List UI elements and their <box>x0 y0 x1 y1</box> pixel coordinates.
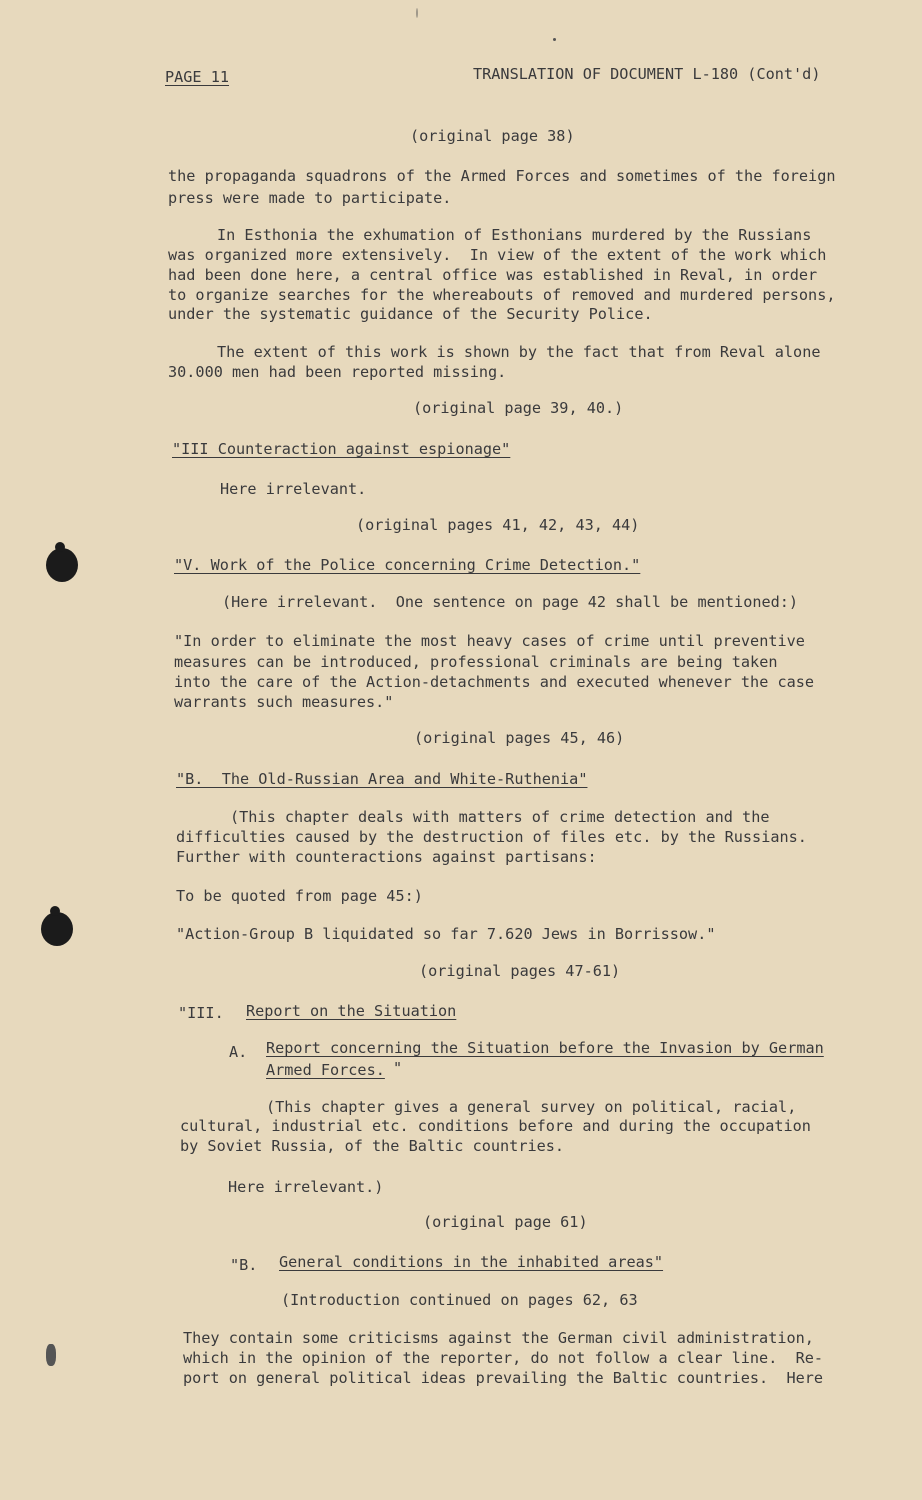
scan-mark <box>416 8 418 18</box>
subsection-heading: Report concerning the Situation before the Invasion by German <box>266 1039 824 1057</box>
page-reference: (original page 38) <box>410 127 575 145</box>
text-line: Here irrelevant. <box>220 480 367 498</box>
scan-mark <box>46 1344 56 1366</box>
text-line: (This chapter gives a general survey on political, racial, <box>266 1098 797 1116</box>
subsection-letter: A. <box>229 1043 248 1061</box>
section-heading: "III Counteraction against espionage" <box>172 440 511 458</box>
text-line: (Here irrelevant. One sentence on page 42 shall be mentioned:) <box>222 593 799 611</box>
text-line: the propaganda squadrons of the Armed Forces and sometimes of the foreign <box>168 167 836 185</box>
page-reference: (original page 61) <box>423 1213 588 1231</box>
page-number: PAGE 11 <box>165 68 230 86</box>
punch-hole <box>41 912 73 946</box>
page-reference: (original pages 45, 46) <box>414 729 625 747</box>
closing-quote: " <box>393 1059 403 1077</box>
text-line: cultural, industrial etc. conditions before and during the occupation <box>180 1117 811 1135</box>
page-reference: (original pages 47-61) <box>419 962 621 980</box>
section-number: "III. <box>178 1004 224 1022</box>
text-line: which in the opinion of the reporter, do not follow a clear line. Re- <box>183 1349 824 1367</box>
text-line: The extent of this work is shown by the fact that from Reval alone <box>217 343 821 361</box>
text-line: (Introduction continued on pages 62, 63 <box>281 1291 638 1309</box>
subsection-heading: Armed Forces. <box>266 1061 385 1079</box>
text-line: to organize searches for the whereabouts of removed and murdered persons, <box>168 286 836 304</box>
text-line: Further with counteractions against partisans: <box>176 848 597 866</box>
subsection-letter: "B. <box>230 1256 258 1274</box>
text-line: was organized more extensively. In view of the extent of the work which <box>168 246 827 264</box>
text-line: To be quoted from page 45:) <box>176 887 423 905</box>
quoted-text: measures can be introduced, professional criminals are being taken <box>174 653 778 671</box>
text-line: port on general political ideas prevailing the Baltic countries. Here <box>183 1369 824 1387</box>
text-line: In Esthonia the exhumation of Esthonians murdered by the Russians <box>217 226 812 244</box>
document-title: TRANSLATION OF DOCUMENT L-180 (Cont'd) <box>473 65 821 83</box>
section-heading: "B. The Old-Russian Area and White-Ruthenia" <box>176 770 588 788</box>
text-line: 30.000 men had been reported missing. <box>168 363 507 381</box>
page-reference: (original pages 41, 42, 43, 44) <box>356 516 640 534</box>
section-heading: "V. Work of the Police concerning Crime Detection." <box>174 556 641 574</box>
text-line: press were made to participate. <box>168 189 452 207</box>
quoted-text: "In order to eliminate the most heavy cases of crime until preventive <box>174 632 805 650</box>
punch-hole <box>46 548 78 582</box>
text-line: by Soviet Russia, of the Baltic countries. <box>180 1137 565 1155</box>
quoted-text: into the care of the Action-detachments and executed whenever the case <box>174 673 815 691</box>
subsection-heading: General conditions in the inhabited areas" <box>279 1253 664 1271</box>
section-heading: Report on the Situation <box>246 1002 457 1020</box>
text-line: under the systematic guidance of the Security Police. <box>168 305 653 323</box>
quoted-text: "Action-Group B liquidated so far 7.620 Jews in Borrissow." <box>176 925 716 943</box>
quoted-text: warrants such measures." <box>174 693 394 711</box>
text-line: Here irrelevant.) <box>228 1178 384 1196</box>
text-line: (This chapter deals with matters of crime detection and the <box>230 808 770 826</box>
text-line: They contain some criticisms against the German civil administration, <box>183 1329 814 1347</box>
text-line: difficulties caused by the destruction of files etc. by the Russians. <box>176 828 807 846</box>
scan-mark <box>553 38 556 41</box>
page-reference: (original page 39, 40.) <box>413 399 624 417</box>
text-line: had been done here, a central office was established in Reval, in order <box>168 266 818 284</box>
